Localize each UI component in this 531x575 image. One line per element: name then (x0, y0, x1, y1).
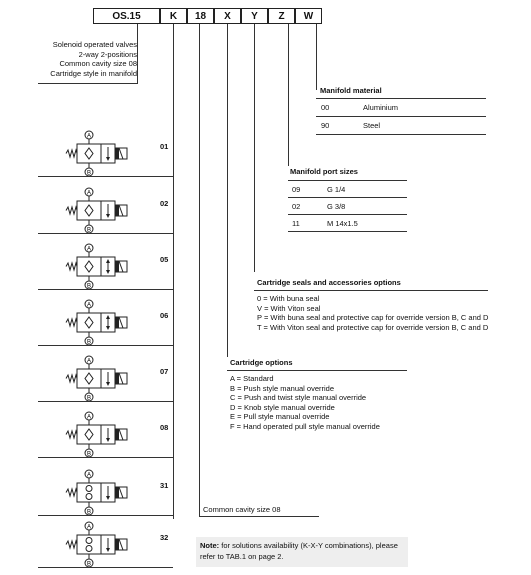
cartridge-option: E = Pull style manual override (230, 412, 330, 421)
solenoid-coil (119, 429, 123, 440)
check-diamond (85, 429, 93, 440)
port-b-label: B (86, 283, 92, 290)
leader-z (288, 24, 289, 166)
cavity-label: Common cavity size 08 (203, 505, 281, 514)
check-diamond (85, 148, 93, 159)
description-line: Common cavity size 08 (59, 59, 137, 68)
port-sizes-underline (288, 180, 407, 181)
spring (66, 541, 77, 548)
port-a-label: A (86, 246, 92, 253)
port-a-label: A (86, 414, 92, 421)
symbol-row-divider (38, 289, 173, 290)
symbol-code-label: 31 (160, 481, 169, 490)
solenoid-fill (115, 148, 119, 159)
arrow-head (106, 259, 110, 263)
valve-symbol (62, 187, 142, 235)
spring (66, 207, 77, 214)
note-text: for solutions availability (K-X-Y combinations), please refer to TAB.1 on page 2. (200, 541, 398, 561)
code-box-w: W (295, 8, 322, 24)
port-a-label: A (86, 133, 92, 140)
seals-title: Cartridge seals and accessories options (257, 278, 401, 287)
port-a-label: A (86, 472, 92, 479)
table-divider (288, 231, 407, 232)
description (50, 40, 137, 78)
valve-symbol (62, 355, 142, 403)
solenoid-fill (115, 261, 119, 272)
leader-k (173, 24, 174, 519)
valve-symbol (62, 130, 142, 178)
solenoid-fill (115, 487, 119, 498)
symbol-code-label: 02 (160, 199, 169, 208)
code-box-cavity: 18 (187, 8, 214, 24)
port-b-label: B (86, 170, 92, 177)
cartridge-options-underline (227, 370, 407, 371)
arrow-head (106, 548, 110, 552)
check-diamond (85, 261, 93, 272)
port-b-label: B (86, 561, 92, 568)
arrow-head (106, 157, 110, 161)
valve-symbol (62, 521, 142, 569)
port-size-code: 09 (292, 185, 301, 194)
symbol-row-divider (38, 345, 173, 346)
arrow-head (106, 496, 110, 500)
solenoid-coil (119, 148, 123, 159)
leader-cavity (199, 24, 200, 516)
symbol-code-label: 05 (160, 255, 169, 264)
cartridge-option: A = Standard (230, 374, 274, 383)
symbol-row-divider (38, 567, 173, 568)
port-size-label: M 14x1.5 (327, 219, 358, 228)
symbol-code-label: 08 (160, 423, 169, 432)
solenoid-coil (119, 205, 123, 216)
valve-box (77, 144, 101, 163)
manifold-material-underline (316, 98, 486, 99)
cartridge-options-title: Cartridge options (230, 358, 293, 367)
manifold-material-title: Manifold material (320, 86, 382, 95)
seal-option: T = With Viton seal and protective cap for override version B, C and D (257, 322, 489, 332)
spring (66, 263, 77, 270)
spring (66, 150, 77, 157)
arrow-head (106, 270, 110, 274)
manifold-material-code: 90 (321, 121, 330, 130)
cartridge-option: B = Push style manual override (230, 383, 335, 393)
code-box-y: Y (241, 8, 268, 24)
valve-symbol (62, 299, 142, 347)
solenoid-fill (115, 205, 119, 216)
valve-box (77, 425, 101, 444)
manifold-material-code: 00 (321, 103, 330, 112)
cavity-underline (199, 516, 319, 517)
symbol-row-divider (38, 515, 173, 516)
leader-w (316, 24, 317, 90)
port-size-label: G 3/8 (327, 202, 346, 211)
port-a-label: A (86, 302, 92, 309)
valve-symbol (62, 243, 142, 291)
manifold-material-label: Steel (363, 121, 381, 130)
solenoid-coil (119, 373, 123, 384)
port-sizes-title: Manifold port sizes (290, 167, 358, 176)
manifold-material-label: Aluminium (363, 103, 399, 112)
valve-box (77, 201, 101, 220)
cartridge-option: C = Push and twist style manual override (230, 393, 367, 402)
leader-x (227, 24, 228, 357)
solenoid-fill (115, 539, 119, 550)
port-b-label: B (86, 509, 92, 516)
check-diamond (85, 317, 93, 328)
port-size-code: 11 (292, 219, 300, 228)
solenoid-coil (119, 261, 123, 272)
port-size-code: 02 (292, 202, 301, 211)
solenoid-fill (115, 373, 119, 384)
cartridge-option: F = Hand operated pull style manual override (230, 421, 380, 431)
spring (66, 319, 77, 326)
symbol-code-label: 06 (160, 311, 169, 320)
poppet-circle (86, 546, 92, 552)
symbol-row-divider (38, 176, 173, 177)
arrow-head (106, 382, 110, 386)
solenoid-coil (119, 539, 123, 550)
solenoid-coil (119, 317, 123, 328)
valve-box (77, 313, 101, 332)
port-a-label: A (86, 524, 92, 531)
valve-box (77, 257, 101, 276)
port-a-label: A (86, 358, 92, 365)
valve-symbol (62, 411, 142, 459)
code-box-x: X (214, 8, 241, 24)
arrow-head (106, 315, 110, 319)
seal-option: P = With buna seal and protective cap for override version B, C and D (257, 313, 489, 322)
symbol-row-divider (38, 457, 173, 458)
seals-underline (254, 290, 488, 291)
table-divider (316, 116, 486, 117)
seal-option: 0 = With buna seal (257, 294, 320, 303)
port-size-label: G 1/4 (327, 185, 346, 194)
table-divider (288, 197, 407, 198)
symbol-row-divider (38, 401, 173, 402)
solenoid-fill (115, 317, 119, 328)
poppet-circle (86, 494, 92, 500)
check-diamond (85, 205, 93, 216)
description-line: Solenoid operated valves (52, 40, 137, 49)
symbol-code-label: 01 (160, 142, 169, 151)
seals-list (257, 294, 488, 332)
spring (66, 489, 77, 496)
description-line: Cartridge style in manifold (50, 68, 137, 78)
check-diamond (85, 373, 93, 384)
cartridge-option: D = Knob style manual override (230, 402, 335, 412)
solenoid-fill (115, 429, 119, 440)
port-a-label: A (86, 190, 92, 197)
port-b-label: B (86, 339, 92, 346)
spring (66, 375, 77, 382)
arrow-head (106, 438, 110, 442)
code-box-k: K (160, 8, 187, 24)
port-b-label: B (86, 451, 92, 458)
solenoid-coil (119, 487, 123, 498)
poppet-circle (86, 538, 92, 544)
code-box-series: OS.15 (93, 8, 160, 24)
port-b-label: B (86, 227, 92, 234)
note-box (196, 537, 408, 567)
description-leader (137, 24, 138, 83)
leader-y (254, 24, 255, 272)
description-line: 2-way 2-positions (78, 49, 137, 59)
table-divider (288, 214, 407, 215)
valve-symbol (62, 469, 142, 517)
description-underline (38, 83, 138, 84)
cartridge-options-list (230, 374, 380, 431)
seal-option: V = With Viton seal (257, 303, 321, 313)
arrow-head (106, 214, 110, 218)
arrow-head (106, 326, 110, 330)
symbol-code-label: 32 (160, 533, 169, 542)
port-b-label: B (86, 395, 92, 402)
poppet-circle (86, 486, 92, 492)
symbol-row-divider (38, 233, 173, 234)
table-divider (316, 134, 486, 135)
valve-box (77, 369, 101, 388)
code-box-z: Z (268, 8, 295, 24)
note-bold: Note: (200, 541, 220, 550)
spring (66, 431, 77, 438)
symbol-code-label: 07 (160, 367, 169, 376)
